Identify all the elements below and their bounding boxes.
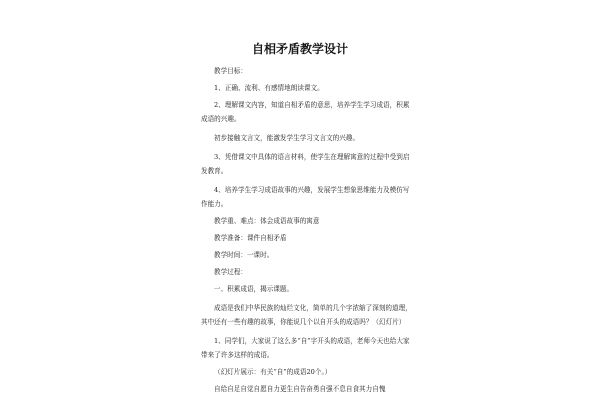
paragraph-idiom-list: 自给自足自觉自愿自力更生自告奋勇自强不息自食其力自愧 (214, 385, 386, 393)
paragraph-process: 教学过程： (214, 268, 247, 276)
paragraph-idioms-intro: 成语是我们中华民族的灿烂文化，简单的几个字浓缩了深刻的道理，其中还有一些有趣的故事，你能说几个以自开头的成语吗？（幻灯片） (201, 304, 412, 326)
document-body (201, 64, 413, 396)
paragraph-teaching-goals: 教学目标： (214, 67, 247, 75)
paragraph-classical-chinese: 初步接触文言文，能激发学生学习文言文的兴趣。 (214, 134, 360, 142)
paragraph-goal-1: 1、正确、流利、有感情地朗读课文。 (214, 84, 324, 92)
paragraph-idioms-teacher: 1、同学们，大家说了这么多“自”字开头的成语，老师今天也给大家带来了许多这样的成语。 (201, 337, 410, 359)
paragraph-slide-note: （幻灯片展示：有关“自”的成语20个。） (214, 368, 332, 376)
paragraph-preparation: 教学准备：课件自相矛盾 (214, 234, 287, 242)
paragraph-goal-3: 3、凭借课文中具体的语言材料，使学生在理解寓意的过程中受到启发教育。 (201, 153, 410, 175)
paragraph-key-points: 教学重、难点：体会成语故事的寓意 (214, 217, 320, 225)
paragraph-time: 教学时间：一课时。 (214, 251, 274, 259)
document-title: 自相矛盾教学设计 (251, 42, 348, 56)
paragraph-step-1: 一、积累成语，揭示课题。 (214, 285, 294, 293)
paragraph-goal-2: 2、理解课文内容，知道自相矛盾的意思，培养学生学习成语，积累成语的兴趣。 (201, 101, 410, 123)
paragraph-goal-4: 4、培养学生学习成语故事的兴趣，发展学生想象思维能力及模仿写作能力。 (201, 186, 410, 208)
